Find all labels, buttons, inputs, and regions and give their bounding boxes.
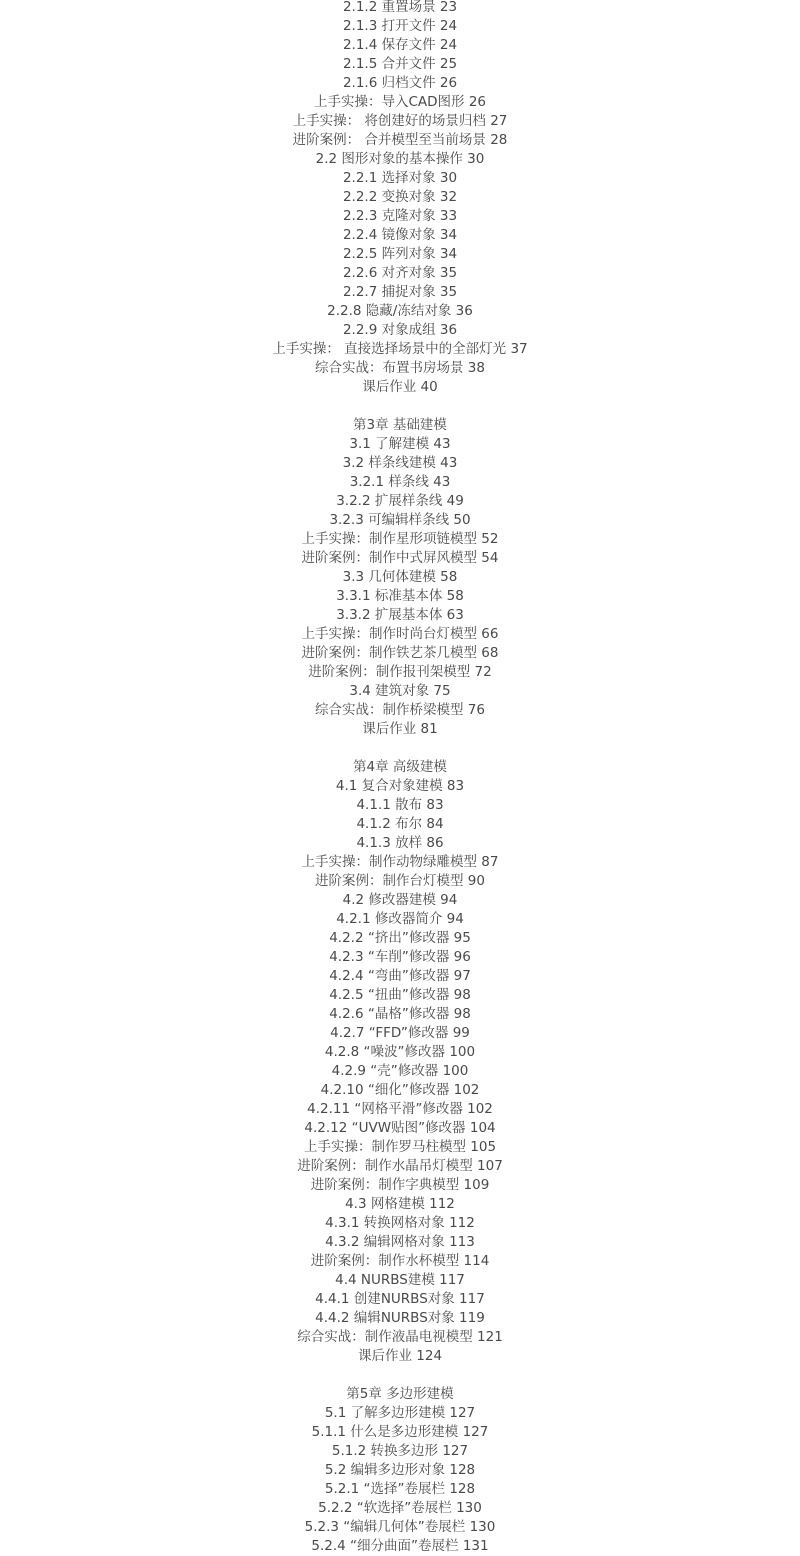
toc-line: 上手实操： 将创建好的场景归档 27 — [292, 113, 508, 129]
toc-line: 2.2.3 克隆对象 33 — [342, 208, 458, 224]
toc-line: 2.2 图形对象的基本操作 30 — [315, 151, 485, 167]
blank-line — [0, 739, 800, 758]
toc-line: 2.2.2 变换对象 32 — [342, 189, 458, 205]
toc-line: 上手实操：导入CAD图形 26 — [313, 94, 487, 110]
toc-line: 2.2.9 对象成组 36 — [342, 322, 458, 338]
toc-line: 进阶案例：制作水晶吊灯模型 107 — [297, 1158, 503, 1174]
toc-line: 5.2 编辑多边形对象 128 — [324, 1462, 476, 1478]
toc-line: 2.2.6 对齐对象 35 — [342, 265, 458, 281]
toc-line: 4.2.8 “噪波”修改器 100 — [324, 1044, 476, 1060]
toc-line: 2.1.4 保存文件 24 — [342, 37, 458, 53]
toc-line: 第3章 基础建模 — [353, 417, 447, 433]
toc-line: 2.1.5 合并文件 25 — [342, 56, 458, 72]
toc-line: 进阶案例：制作铁艺茶几模型 68 — [301, 645, 499, 661]
toc-line: 进阶案例：制作报刊架模型 72 — [308, 664, 492, 680]
toc-line: 5.2.1 “选择”卷展栏 128 — [324, 1481, 476, 1497]
toc-line: 进阶案例：制作台灯模型 90 — [315, 873, 485, 889]
toc-line: 5.2.2 “软选择”卷展栏 130 — [318, 1500, 482, 1516]
toc-line: 2.2.5 阵列对象 34 — [342, 246, 458, 262]
toc-line: 综合实战：制作液晶电视模型 121 — [297, 1329, 503, 1345]
toc-line: 5.2.3 “编辑几何体”卷展栏 130 — [304, 1519, 496, 1535]
toc-line: 2.2.7 捕捉对象 35 — [342, 284, 458, 300]
toc-line: 第5章 多边形建模 — [346, 1386, 454, 1402]
toc-line: 4.3 网格建模 112 — [345, 1196, 455, 1212]
toc-line: 上手实操： 直接选择场景中的全部灯光 37 — [272, 341, 528, 357]
toc-line: 4.3.2 编辑网格对象 113 — [325, 1234, 475, 1250]
toc-line: 4.2.3 “车削”修改器 96 — [329, 949, 471, 965]
toc-line: 4.2.12 “UVW贴图”修改器 104 — [304, 1120, 496, 1136]
toc-line: 3.4 建筑对象 75 — [349, 683, 451, 699]
toc-line: 2.1.3 打开文件 24 — [342, 18, 458, 34]
toc-line: 2.2.1 选择对象 30 — [342, 170, 458, 186]
toc-line: 4.2.6 “晶格”修改器 98 — [329, 1006, 471, 1022]
toc-line: 4.1.3 放样 86 — [356, 835, 444, 851]
toc-line: 上手实操：制作时尚台灯模型 66 — [301, 626, 499, 642]
toc-line: 上手实操：制作罗马柱模型 105 — [303, 1139, 497, 1155]
toc-line: 4.2.11 “网格平滑”修改器 102 — [307, 1101, 493, 1117]
toc-line: 5.1 了解多边形建模 127 — [324, 1405, 476, 1421]
toc-line: 2.2.8 隐藏/冻结对象 36 — [327, 303, 473, 319]
toc-line: 3.3.2 扩展基本体 63 — [336, 607, 464, 623]
toc-line: 课后作业 124 — [357, 1348, 443, 1364]
toc-line: 3.1 了解建模 43 — [349, 436, 451, 452]
toc-line: 5.1.1 什么是多边形建模 127 — [311, 1424, 489, 1440]
toc-line: 3.3.1 标准基本体 58 — [336, 588, 464, 604]
toc-line: 4.1.2 布尔 84 — [356, 816, 444, 832]
toc-line: 4.2.5 “扭曲”修改器 98 — [329, 987, 471, 1003]
toc-line: 第4章 高级建模 — [353, 759, 447, 775]
toc-line: 4.2.4 “弯曲”修改器 97 — [329, 968, 471, 984]
toc-line: 4.1 复合对象建模 83 — [335, 778, 465, 794]
toc-line: 上手实操：制作动物绿雕模型 87 — [301, 854, 499, 870]
toc-line: 上手实操：制作星形项链模型 52 — [301, 531, 499, 547]
toc-line: 进阶案例： 合并模型至当前场景 28 — [292, 132, 508, 148]
toc-line: 4.4 NURBS建模 117 — [335, 1272, 465, 1288]
toc-line: 3.2.1 样条线 43 — [349, 474, 451, 490]
toc-line: 3.2 样条线建模 43 — [342, 455, 458, 471]
toc-line: 3.2.3 可编辑样条线 50 — [329, 512, 471, 528]
toc-line: 2.2.4 镜像对象 34 — [342, 227, 458, 243]
blank-line — [0, 397, 800, 416]
toc-line: 4.2.1 修改器简介 94 — [336, 911, 464, 927]
toc-line: 4.4.2 编辑NURBS对象 119 — [315, 1310, 485, 1326]
toc-line: 5.1.2 转换多边形 127 — [331, 1443, 469, 1459]
toc-line: 4.2.7 “FFD”修改器 99 — [330, 1025, 470, 1041]
toc-line: 4.2.10 “细化”修改器 102 — [320, 1082, 480, 1098]
toc-line: 课后作业 40 — [362, 379, 438, 395]
toc-line: 3.3 几何体建模 58 — [342, 569, 458, 585]
toc-line: 2.1.6 归档文件 26 — [342, 75, 458, 91]
toc-line: 4.1.1 散布 83 — [356, 797, 444, 813]
toc-line: 4.2.2 “挤出”修改器 95 — [329, 930, 471, 946]
toc-line: 4.2.9 “壳”修改器 100 — [331, 1063, 469, 1079]
toc-line: 进阶案例：制作中式屏风模型 54 — [301, 550, 499, 566]
toc-line: 3.2.2 扩展样条线 49 — [336, 493, 464, 509]
toc-line: 2.1.2 重置场景 23 — [342, 0, 458, 15]
toc-line: 进阶案例：制作字典模型 109 — [310, 1177, 490, 1193]
blank-line — [0, 1366, 800, 1385]
toc-line: 进阶案例：制作水杯模型 114 — [310, 1253, 490, 1269]
toc-line: 5.2.4 “细分曲面”卷展栏 131 — [311, 1538, 489, 1554]
toc-line: 4.4.1 创建NURBS对象 117 — [315, 1291, 485, 1307]
toc-line: 4.3.1 转换网格对象 112 — [325, 1215, 475, 1231]
toc-line: 4.2 修改器建模 94 — [342, 892, 458, 908]
toc-line: 课后作业 81 — [362, 721, 438, 737]
toc-line: 综合实战：制作桥梁模型 76 — [315, 702, 485, 718]
toc-line: 综合实战：布置书房场景 38 — [315, 360, 485, 376]
